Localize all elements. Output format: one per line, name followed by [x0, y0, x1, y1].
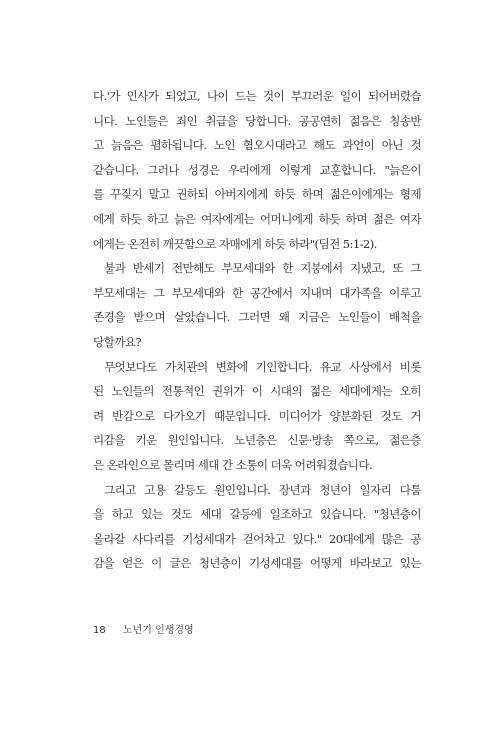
text-line: 에게 하듯 하고 늙은 여자에게는 어머니에게 하듯 하며 젊은 여자: [93, 211, 421, 226]
text-line: 에게는 온전히 깨끗함으로 자매에게 하듯 하라"(딤전 5:1-2).: [93, 236, 377, 251]
text-line: 니다. 노인들은 죄인 취급을 당합니다. 공공연히 젊음은 칭송반: [93, 113, 421, 128]
text-line: 불과 반세기 전만해도 부모세대와 한 지붕에서 지냈고, 또 그: [104, 261, 421, 276]
text-line: 올라갈 사다리를 기성세대가 걷어차고 있다." 20대에게 많은 공: [93, 531, 421, 546]
text-line: 무엇보다도 가치관의 변화에 기인합니다. 유교 사상에서 비롯: [104, 359, 421, 374]
page-number: 18: [93, 625, 106, 636]
text-line: 은 온라인으로 몰리며 세대 간 소통이 더욱 어려워졌습니다.: [93, 457, 373, 472]
text-line: 리감을 키운 원인입니다. 노년층은 신문·방송 쪽으로, 젊은층: [93, 433, 421, 448]
text-line: 된 노인들의 전통적인 권위가 이 시대의 젊은 세대에게는 오히: [93, 384, 421, 399]
text-line: 감을 얻은 이 글은 청년층이 기성세대를 어떻게 바라보고 있는: [93, 556, 421, 571]
text-line: 고 늙음은 폄하됩니다. 노인 혐오시대라고 해도 과언이 아닌 것: [93, 138, 421, 153]
text-line: 같습니다. 그러나 성경은 우리에게 이렇게 교훈합니다. "늙은이: [93, 162, 421, 177]
text-line: 부모세대는 그 부모세대와 한 공간에서 지내며 대가족을 이루고: [93, 285, 421, 300]
text-line: 려 반감으로 다가오기 때문입니다. 미디어가 양분화된 것도 거: [93, 408, 421, 423]
body-text: [93, 84, 421, 576]
page-footer: [93, 621, 194, 636]
text-line: 다.'가 인사가 되었고, 나이 드는 것이 부끄러운 일이 되어버렸습: [93, 89, 421, 103]
text-line: 를 꾸짖지 말고 권하되 아버지에게 하듯 하며 젊은이에게는 형제: [93, 187, 421, 202]
text-line: 존경을 받으며 살았습니다. 그러면 왜 지금은 노인들이 배척을: [93, 310, 421, 325]
text-line: 을 하고 있는 것도 세대 갈등에 일조하고 있습니다. "청년층이: [93, 507, 421, 522]
running-title: 노년기 인생경영: [122, 625, 194, 636]
text-line: 그리고 고용 갈등도 원인입니다. 장년과 청년이 일자리 다툼: [104, 482, 421, 497]
text-line: 당할까요?: [93, 334, 142, 349]
